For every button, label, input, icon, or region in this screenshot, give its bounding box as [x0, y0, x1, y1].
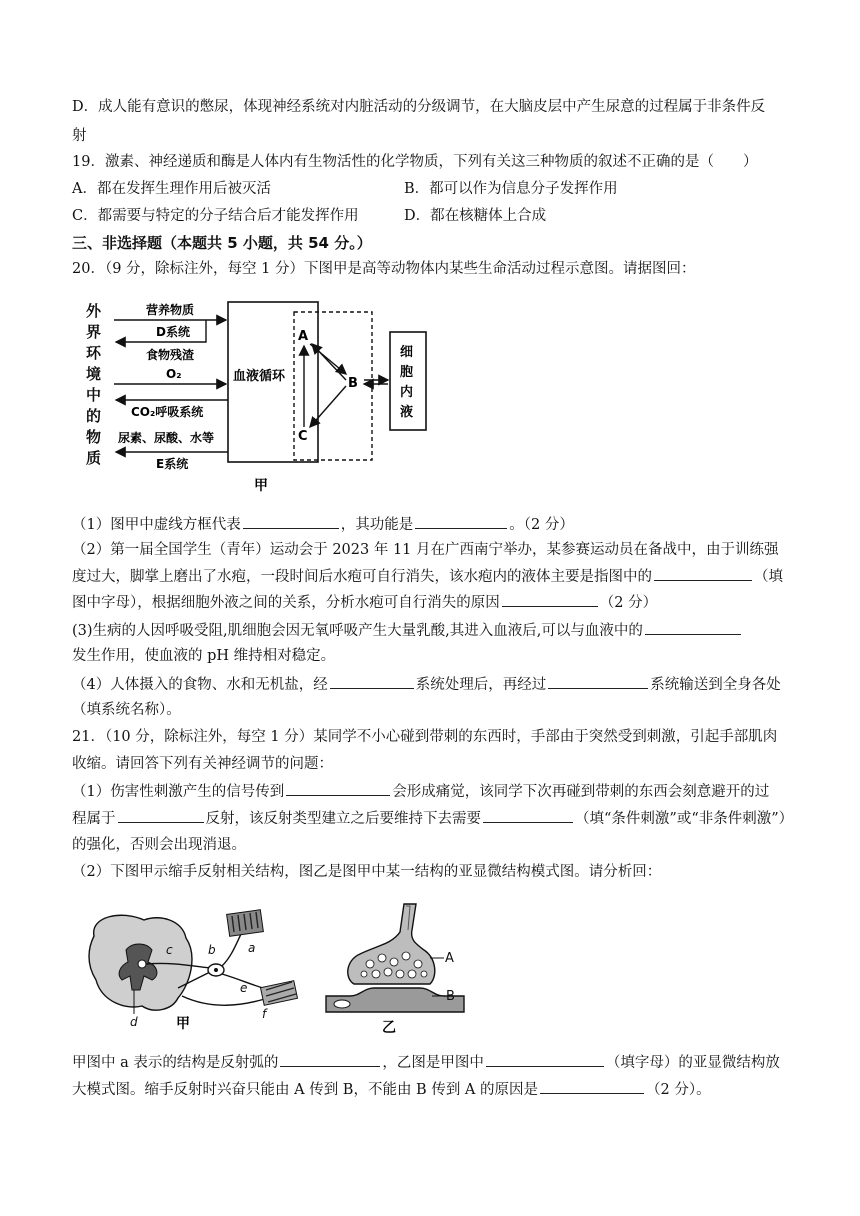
label-b: b [208, 943, 216, 957]
svg-text:环: 环 [86, 344, 102, 362]
nutrients-label: 营养物质 [146, 303, 195, 317]
label-B: B [446, 989, 455, 1004]
figure-caption-jia: 甲 [254, 478, 268, 494]
q21-part2-line2: 大模式图。缩手反射时兴奋只能由 A 传到 B，不能由 B 传到 A 的原因是 （2 分）。 [72, 1079, 711, 1100]
figure-caption-yi: 乙 [382, 1020, 396, 1036]
q20-part3-line2: 发生作用，使血液的 pH 维持相对稳定。 [72, 648, 336, 664]
label-d: d [130, 1015, 138, 1029]
q20-part2-line1: （2）第一届全国学生（青年）运动会于 2023 年 11 月在广西南宁举办，某参赛运动员在备战中，由于训练强 [72, 542, 779, 558]
label-A: A [445, 951, 454, 966]
answer-blank[interactable] [280, 1052, 380, 1067]
q21-figure-yi [320, 900, 470, 1036]
svg-text:内: 内 [400, 385, 414, 400]
q20-figure-jia [76, 292, 446, 502]
figure-caption-jia-2: 甲 [176, 1016, 190, 1032]
label-b: B [348, 376, 358, 391]
label-c: C [298, 429, 308, 444]
answer-blank[interactable] [645, 620, 741, 635]
o2-label: O₂ [166, 367, 182, 381]
skin-receptor-a [227, 910, 264, 937]
answer-blank[interactable] [502, 592, 598, 607]
urea-label: 尿素、尿酸、水等 [118, 431, 215, 445]
q21-part2-stem: （2）下图甲示缩手反射相关结构，图乙是图甲中某一结构的亚显微结构模式图。请分析回： [72, 864, 662, 880]
co2-label: CO₂呼吸系统 [131, 405, 204, 419]
cell-fluid-label [400, 345, 413, 420]
q18-option-d-line1: D．成人能有意识的憋尿，体现神经系统对内脏活动的分级调节，在大脑皮层中产生尿意的过程属于非条件反 [72, 99, 766, 115]
q20-part4-line1: （4）人体摄入的食物、水和无机盐，经 系统处理后，再经过 系统输送到全身各处 [72, 674, 781, 695]
svg-text:界: 界 [86, 323, 102, 341]
q20-part4-line2: （填系统名称）。 [72, 702, 181, 718]
svg-text:的: 的 [86, 407, 102, 425]
d-system-label: D系统 [156, 325, 190, 339]
label-f: f [262, 1007, 267, 1021]
q18-option-d-line2: 射 [72, 128, 87, 144]
q21-stem-line2: 收缩。请回答下列有关神经调节的问题： [72, 756, 333, 772]
answer-blank[interactable] [118, 808, 204, 823]
q21-stem-line1: 21．（10 分，除标注外，每空 1 分）某同学不小心碰到带刺的东西时，手部由于突然受到刺激，引起手部肌肉 [72, 729, 778, 745]
answer-blank[interactable] [286, 781, 390, 796]
muscle-effector-f [261, 981, 298, 1006]
q19-option-b: B．都可以作为信息分子发挥作用 [404, 181, 618, 197]
q20-part2-line2: 度过大，脚掌上磨出了水疱，一段时间后水疱可自行消失，该水疱内的液体主要是指图中的 （填 [72, 566, 783, 587]
q21-part1-line1: （1）伤害性刺激产生的信号传到 会形成痛觉，该同学下次再碰到带刺的东西会刻意避开的过 [72, 781, 769, 802]
section-title: 三、非选择题（本题共 5 小题，共 54 分。） [72, 234, 372, 252]
svg-text:细: 细 [400, 345, 414, 360]
q21-figure-jia [82, 906, 312, 1034]
svg-text:胞: 胞 [400, 365, 414, 380]
label-e: e [240, 981, 248, 995]
svg-text:外: 外 [86, 302, 102, 320]
svg-text:中: 中 [86, 386, 102, 404]
blood-circulation-label: 血液循环 [233, 369, 286, 384]
answer-blank[interactable] [654, 566, 752, 581]
q20-part1: （1）图甲中虚线方框代表 ，其功能是 。（2 分） [72, 514, 574, 535]
q19-option-d: D．都在核糖体上合成 [404, 208, 547, 224]
q20-part3-line1: (3)生病的人因呼吸受阻,肌细胞会因无氧呼吸产生大量乳酸,其进入血液后,可以与血液中的 [72, 620, 743, 641]
q21-part2-line1: 甲图中 a 表示的结构是反射弧的 ，乙图是甲图中 （填字母）的亚显微结构放 [72, 1052, 780, 1073]
answer-blank[interactable] [486, 1052, 604, 1067]
q21-part1-line3: 的强化，否则会出现消退。 [72, 837, 246, 853]
svg-text:液: 液 [400, 405, 414, 420]
residue-label: 食物残渣 [146, 348, 195, 362]
answer-blank[interactable] [540, 1079, 644, 1094]
e-system-label: E系统 [156, 457, 189, 471]
svg-text:物: 物 [86, 428, 102, 446]
label-a: a [248, 941, 256, 955]
label-a: A [298, 329, 309, 344]
svg-text:质: 质 [86, 449, 102, 467]
q19-option-a: A．都在发挥生理作用后被灭活 [72, 181, 271, 197]
answer-blank[interactable] [243, 514, 339, 529]
q19-option-c: C．都需要与特定的分子结合后才能发挥作用 [72, 208, 359, 224]
svg-text:境: 境 [86, 365, 102, 383]
q21-part1-line2: 程属于 反射，该反射类型建立之后要维持下去需要 （填“条件刺激”或“非条件刺激”） [72, 808, 793, 829]
q20-part2-line3: 图中字母），根据细胞外液之间的关系，分析水疱可自行消失的原因 （2 分） [72, 592, 657, 613]
q19-stem: 19．激素、神经递质和酶是人体内有生物活性的化学物质，下列有关这三种物质的叙述不正确的是（ ） [72, 154, 758, 170]
q20-stem: 20．（9 分，除标注外，每空 1 分）下图甲是高等动物体内某些生命活动过程示意图。请据图回： [72, 261, 696, 277]
answer-blank[interactable] [415, 514, 507, 529]
answer-blank[interactable] [330, 674, 414, 689]
answer-blank[interactable] [483, 808, 573, 823]
answer-blank[interactable] [548, 674, 648, 689]
label-c: c [166, 943, 173, 957]
outside-material-label [86, 302, 102, 467]
